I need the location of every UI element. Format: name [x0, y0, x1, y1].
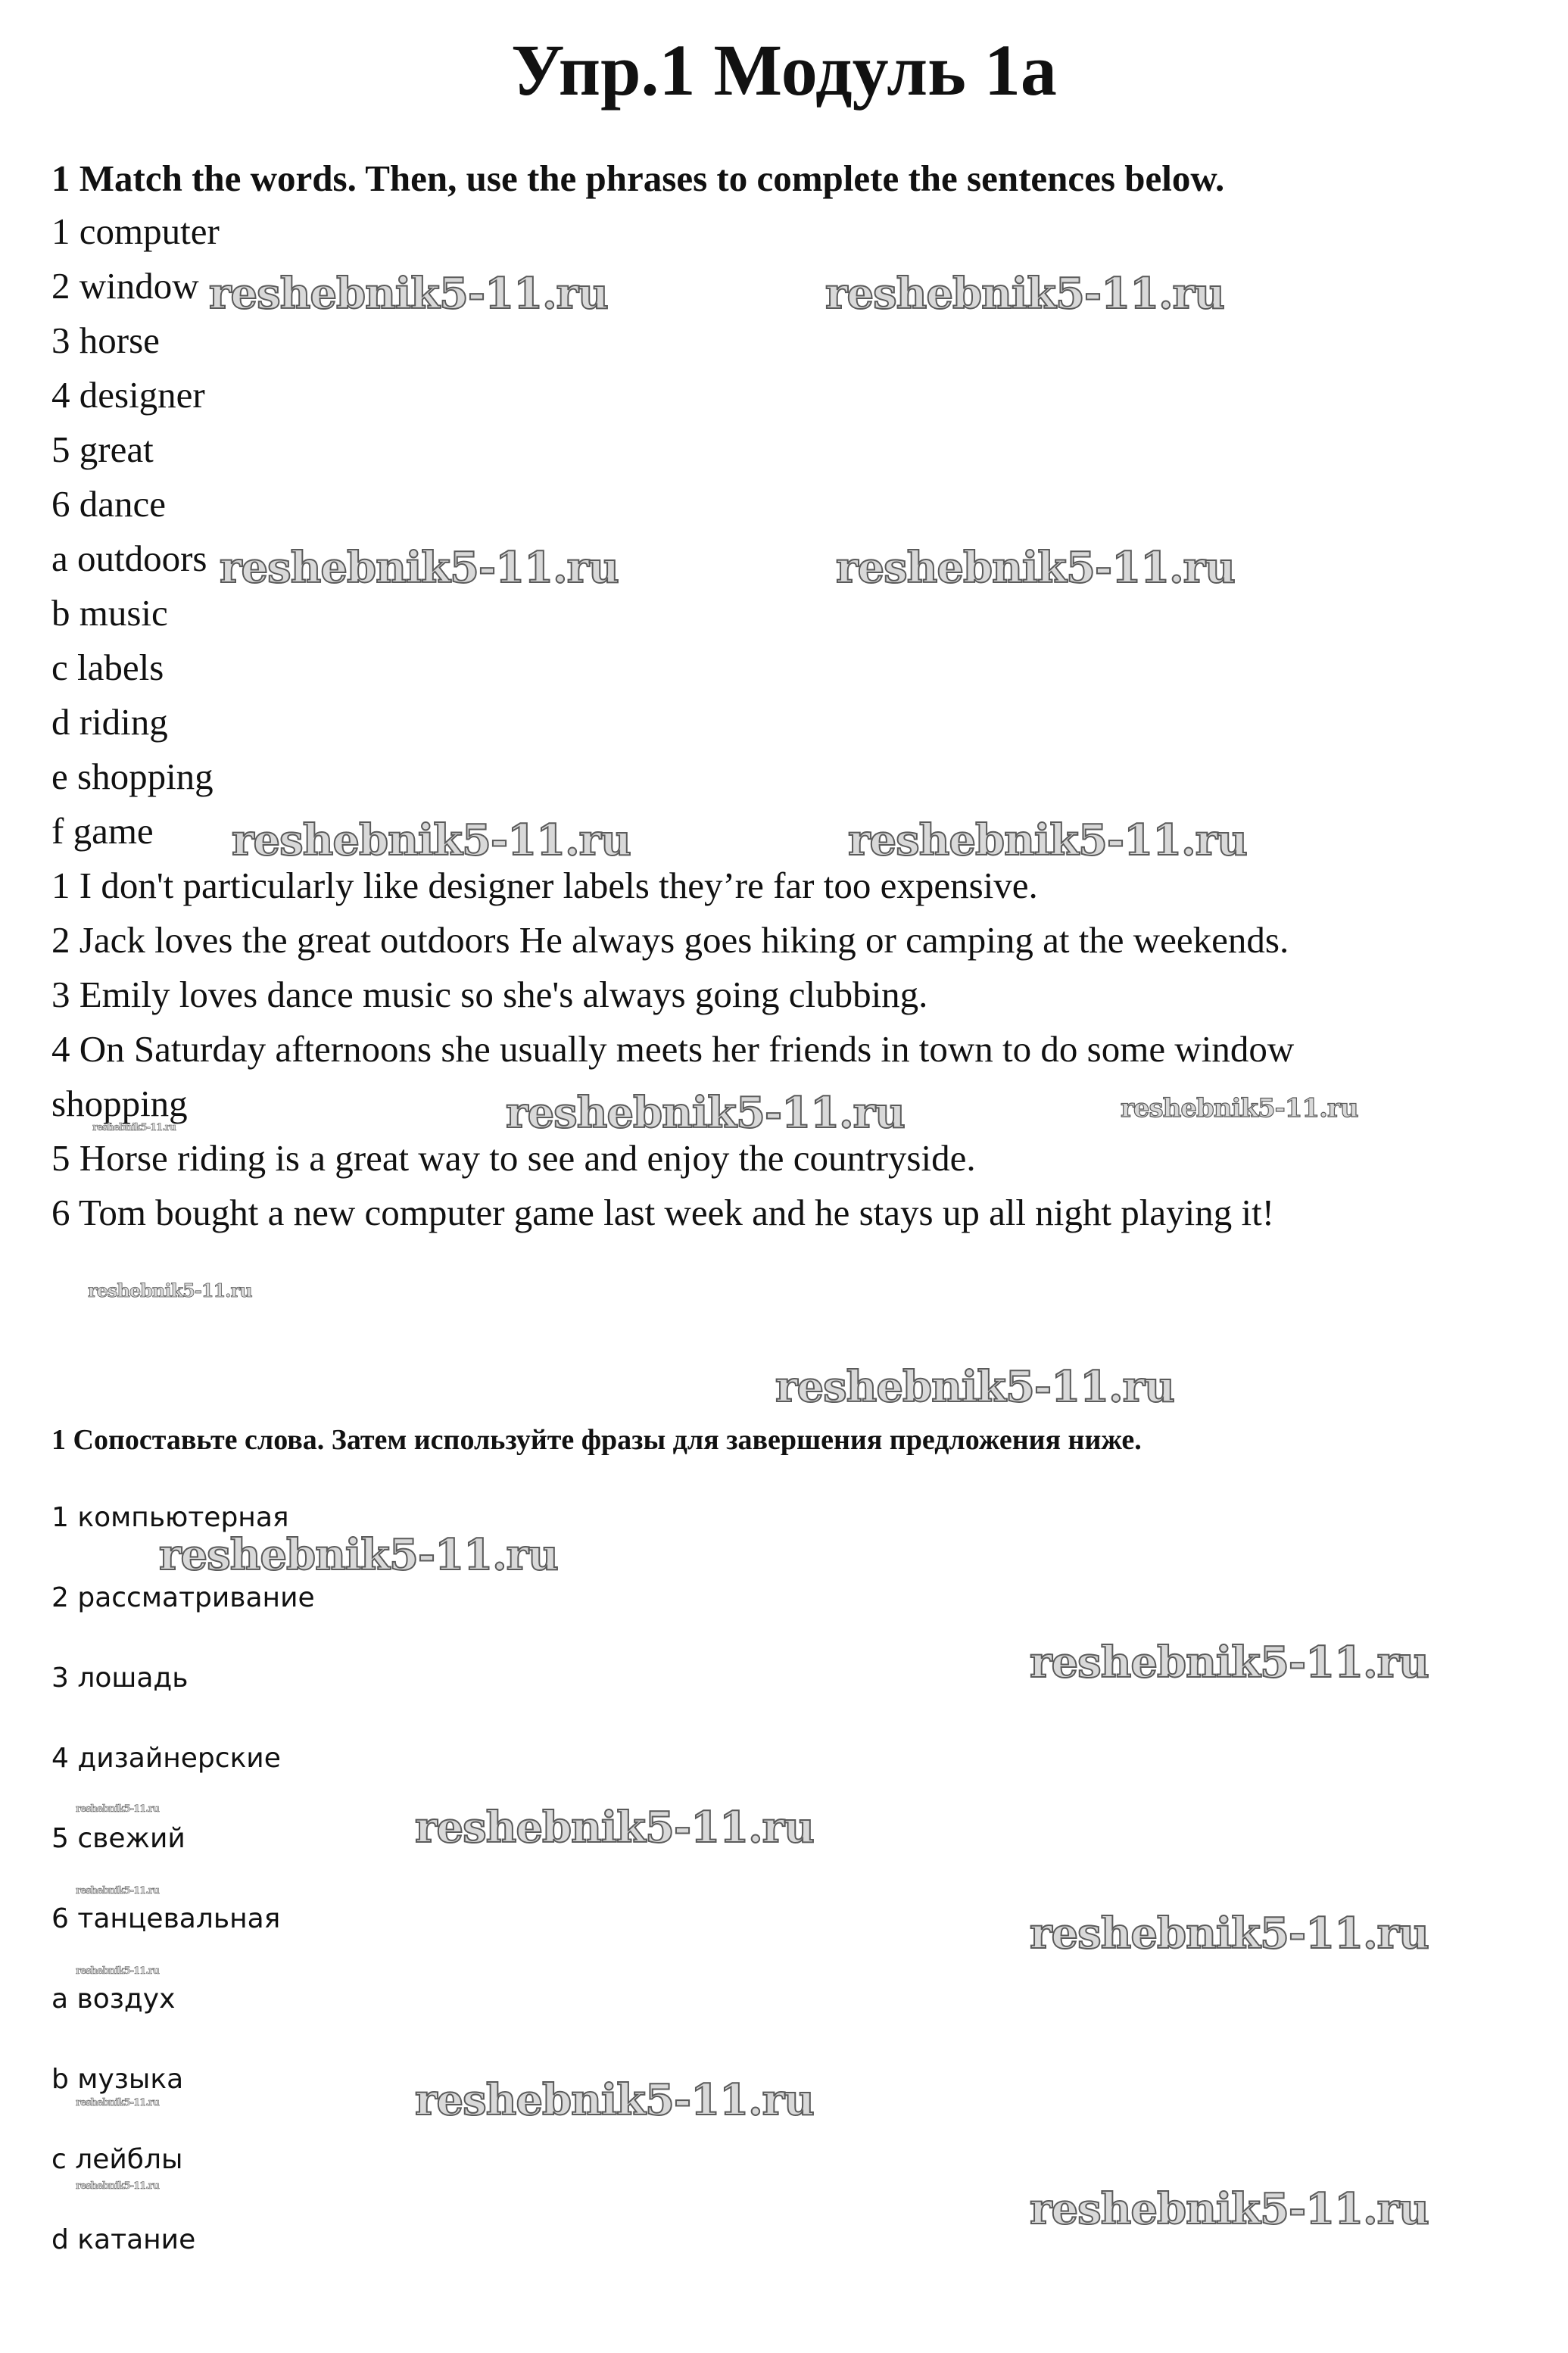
watermark: reshebnik5-11.ru: [88, 1279, 252, 1301]
watermark: reshebnik5-11.ru: [1121, 1093, 1358, 1124]
word-item-ru: 5 свежий: [51, 1823, 185, 1854]
watermark: reshebnik5-11.ru: [1030, 2184, 1429, 2234]
sentence-continuation: shopping: [51, 1083, 188, 1124]
watermark: reshebnik5-11.ru: [232, 815, 631, 865]
word-item: 4 designer: [51, 374, 205, 416]
word-item: 3 horse: [51, 319, 160, 361]
word-item-ru: 2 рассматривание: [51, 1582, 315, 1613]
watermark: reshebnik5-11.ru: [825, 269, 1224, 319]
word-item: 2 window: [51, 265, 199, 307]
watermark: reshebnik5-11.ru: [775, 1362, 1174, 1412]
match-item: b music: [51, 592, 168, 634]
watermark: reshebnik5-11.ru: [220, 543, 619, 593]
watermark: reshebnik5-11.ru: [76, 1885, 160, 1896]
word-item-ru: 3 лошадь: [51, 1663, 189, 1694]
word-item-ru: 1 компьютерная: [51, 1502, 289, 1533]
match-item: c labels: [51, 647, 164, 688]
task-heading-ru: 1 Сопоставьте слова. Затем используйте фразы для завершения предложения ниже.: [51, 1424, 1142, 1456]
sentence: 4 On Saturday afternoons she usually meets her friends in town to do some window: [51, 1028, 1295, 1070]
task-heading-en: 1 Match the words. Then, use the phrases to complete the sentences below.: [51, 157, 1225, 199]
watermark: reshebnik5-11.ru: [836, 543, 1235, 593]
match-item: a outdoors: [51, 538, 207, 579]
word-item-ru: 6 танцевальная: [51, 1903, 281, 1934]
word-item: 5 great: [51, 429, 154, 470]
sentence: 2 Jack loves the great outdoors He always goes hiking or camping at the weekends.: [51, 919, 1289, 961]
watermark: reshebnik5-11.ru: [76, 1965, 160, 1977]
watermark: reshebnik5-11.ru: [1030, 1638, 1429, 1688]
page-title: Упр.1 Модуль 1а: [511, 30, 1057, 111]
watermark: reshebnik5-11.ru: [76, 2097, 160, 2108]
sentence: 5 Horse riding is a great way to see and enjoy the countryside.: [51, 1137, 976, 1179]
sentence: 1 I don't particularly like designer labels they’re far too expensive.: [51, 865, 1038, 906]
match-item-ru: d катание: [51, 2224, 196, 2255]
match-item: d riding: [51, 701, 168, 743]
match-item: f game: [51, 810, 154, 852]
watermark: reshebnik5-11.ru: [415, 1803, 814, 1853]
watermark: reshebnik5-11.ru: [209, 269, 608, 319]
word-item-ru: 4 дизайнерские: [51, 1743, 281, 1774]
watermark: reshebnik5-11.ru: [506, 1088, 905, 1138]
watermark: reshebnik5-11.ru: [848, 815, 1247, 865]
match-item: e shopping: [51, 756, 214, 797]
watermark: reshebnik5-11.ru: [92, 1122, 176, 1133]
match-item-ru: a воздух: [51, 1984, 176, 2015]
watermark: reshebnik5-11.ru: [415, 2075, 814, 2125]
match-item-ru: c лейблы: [51, 2144, 183, 2175]
match-item-ru: b музыка: [51, 2064, 184, 2095]
watermark: reshebnik5-11.ru: [76, 2180, 160, 2192]
word-item: 1 computer: [51, 210, 220, 252]
sentence: 3 Emily loves dance music so she's always going clubbing.: [51, 974, 928, 1015]
watermark: reshebnik5-11.ru: [76, 1803, 160, 1815]
sentence: 6 Tom bought a new computer game last week and he stays up all night playing it!: [51, 1192, 1275, 1233]
watermark: reshebnik5-11.ru: [1030, 1909, 1429, 1959]
word-item: 6 dance: [51, 483, 166, 525]
watermark: reshebnik5-11.ru: [159, 1530, 558, 1580]
